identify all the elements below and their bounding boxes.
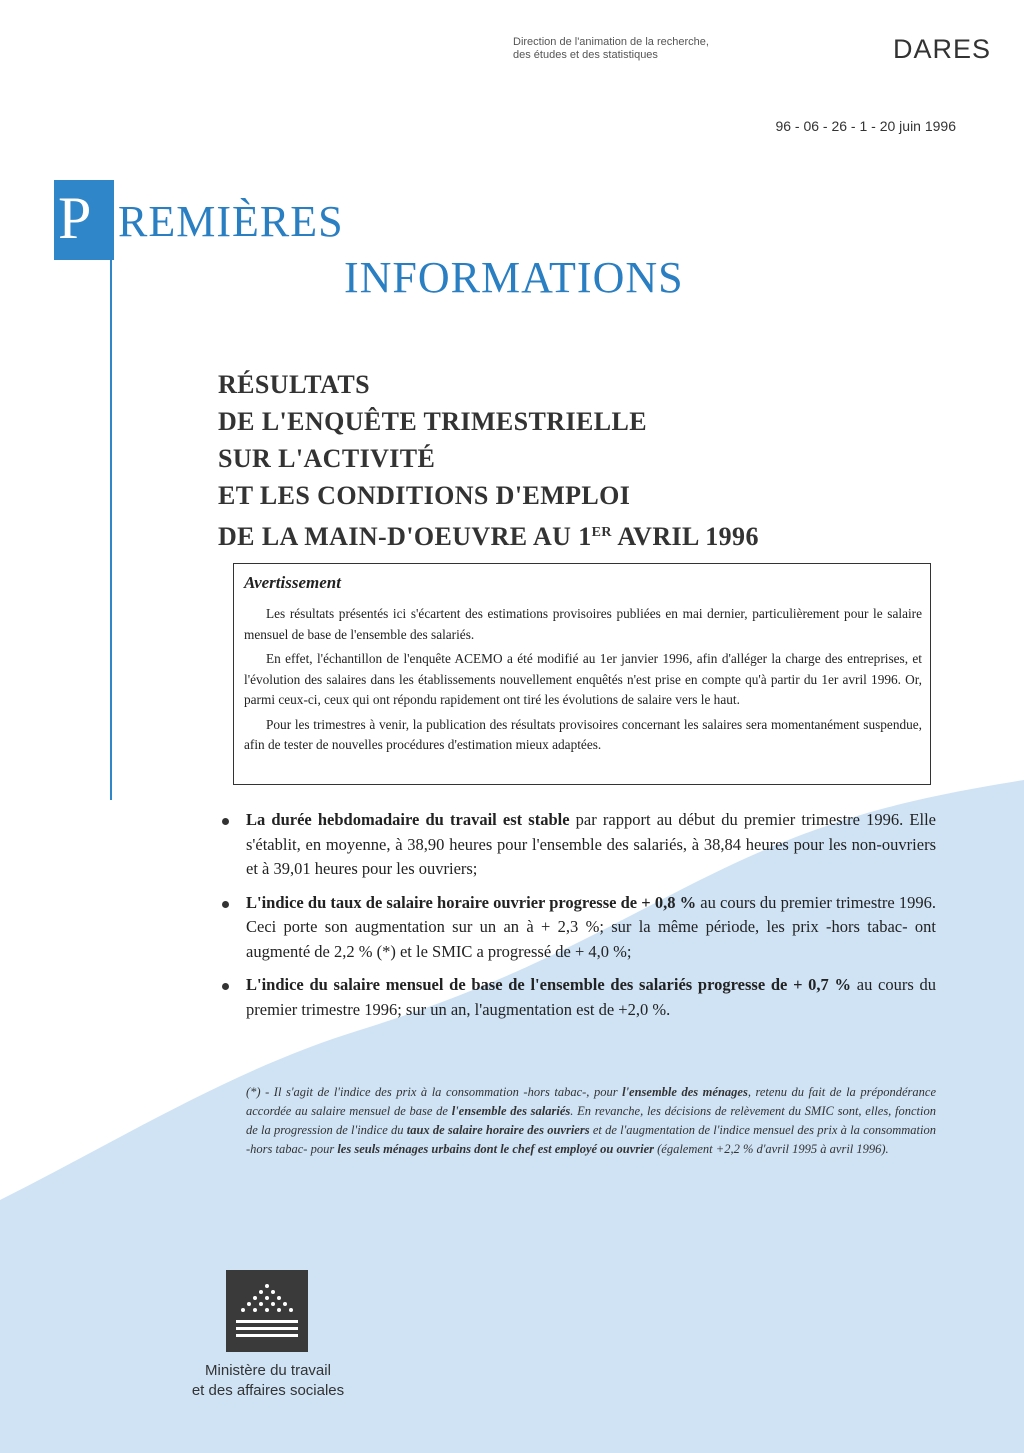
headline-line-2: DE L'ENQUÊTE TRIMESTRIELLE xyxy=(218,407,647,436)
key-findings-list xyxy=(222,808,936,1031)
warning-title: Avertissement xyxy=(244,573,341,592)
masthead-word-2: INFORMATIONS xyxy=(344,253,684,302)
ministry-name xyxy=(150,1361,386,1401)
footnote-emphasis: l'ensemble des salariés xyxy=(451,1104,571,1118)
ministry-name-line-2: et des affaires sociales xyxy=(191,1382,345,1399)
finding-item xyxy=(222,808,936,882)
finding-highlight: L'indice du taux de salaire horaire ouvrier progresse de + 0,8 % xyxy=(246,892,697,912)
footnote-emphasis: les seuls ménages urbains dont le chef est employé ou ouvrier xyxy=(337,1142,654,1156)
footnote-text: (également +2,2 % d'avril 1995 à avril 1996). xyxy=(654,1142,889,1156)
finding-highlight: L'indice du salaire mensuel de base de l'ensemble des salariés progresse de + 0,7 % xyxy=(246,975,852,994)
ministry-name-line-1: Ministère du travail xyxy=(205,1362,331,1379)
bullet-dot-icon xyxy=(222,983,229,990)
bullet-dot-icon xyxy=(222,901,229,908)
headline-line-1: RÉSULTATS xyxy=(218,370,370,399)
finding-highlight: La durée hebdomadaire du travail est stable xyxy=(246,810,570,829)
finding-text: par rapport au début du premier trimestre 1996. Elle s'établit, en moyenne, à 38,90 heures pour l'ensemble des salariés, à 38,84 heures pour les non-ouvriers et à 39,01 heures pour les ouvriers; xyxy=(246,810,936,878)
footnote-text: (*) - Il s'agit de l'indice des prix à la consommation -hors tabac-, pour xyxy=(246,1085,623,1099)
dares-brand: DARES xyxy=(893,34,992,64)
footnote-emphasis: l'ensemble des ménages xyxy=(622,1085,748,1099)
finding-text: au cours du premier trimestre 1996; sur un an, l'augmentation est de +2,0 %. xyxy=(246,975,936,1019)
headline-line-5-start: DE LA MAIN-D'OEUVRE AU 1 xyxy=(218,522,592,551)
headline-superscript: ER xyxy=(591,525,612,540)
publication-reference: 96 - 06 - 26 - 1 - 20 juin 1996 xyxy=(775,118,956,134)
footnote-text: , retenu du fait de la prépondérance accordée au salaire mensuel de base de xyxy=(246,1085,936,1118)
department-line-1: Direction de l'animation de la recherche, xyxy=(513,36,709,48)
footnote-text: . En revanche, les décisions de relèvement du SMIC sont, elles, fonction de la progression de l'indice du xyxy=(246,1104,937,1137)
bullet-dot-icon xyxy=(222,818,229,825)
department-line-2: des études et des statistiques xyxy=(513,49,658,61)
warning-paragraph-3: Pour les trimestres à venir, la publication des résultats provisoires concernant les salaires sera momentanément suspendue, afin de tester de nouvelles procédures d'estimation mieux adaptées. xyxy=(244,716,922,752)
headline-line-3: SUR L'ACTIVITÉ xyxy=(218,444,436,473)
headline-line-5-end: AVRIL 1996 xyxy=(611,522,759,551)
footnote xyxy=(246,1083,936,1159)
masthead-vertical-rule xyxy=(110,260,112,800)
finding-text: au cours du premier trimestre 1996. Ceci porte son augmentation sur un an à + 2,3 %; sur la même période, les prix -hors tabac- ont augmenté de 2,2 % (*) et le SMIC a progressé de + 4,0 %; xyxy=(246,892,936,961)
finding-item xyxy=(222,973,936,1022)
footnote-emphasis: taux de salaire horaire des ouvriers xyxy=(406,1123,590,1137)
headline-line-5 xyxy=(218,514,918,555)
warning-paragraph-2: En effet, l'échantillon de l'enquête ACEMO a été modifié au 1er janvier 1996, afin d'alléger la charge des entreprises, et l'évolution des salaires dans les établissements nouvellement enquêtés n'est prise en compte qu'à partir du 1er avril 1996. Or, parmi ceux-ci, ceux qui ont répondu rapidement ont tiré les évolutions de salaire vers le haut. xyxy=(244,651,922,707)
finding-item xyxy=(222,891,936,965)
department-name xyxy=(513,36,709,62)
warning-box xyxy=(233,563,931,785)
footnote-text: et de l'augmentation de l'indice mensuel des prix à la consommation -hors tabac- pour xyxy=(246,1123,936,1156)
masthead-initial: P xyxy=(58,185,92,251)
headline-line-4: ET LES CONDITIONS D'EMPLOI xyxy=(218,481,631,510)
ministry-logo-icon xyxy=(226,1270,308,1352)
masthead-word-1: REMIÈRES xyxy=(118,197,344,246)
headline xyxy=(218,366,918,555)
warning-paragraph-1: Les résultats présentés ici s'écartent des estimations provisoires publiées en mai dernier, particulièrement pour le salaire mensuel de base de l'ensemble des salariés. xyxy=(244,606,922,642)
